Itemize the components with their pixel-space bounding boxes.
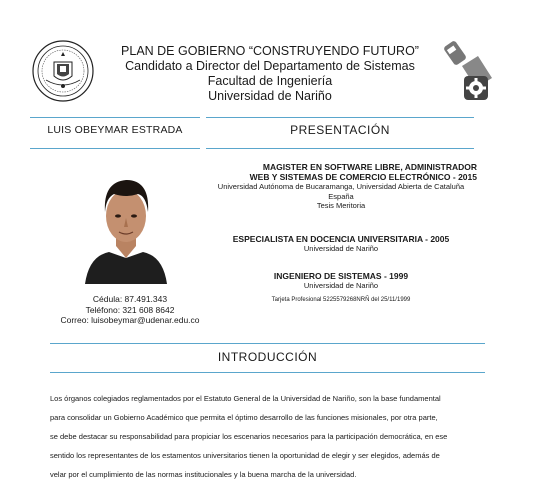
cedula-text: Cédula: 87.491.343 bbox=[92, 294, 168, 304]
degree-note: Tesis Meritoria bbox=[316, 201, 366, 210]
divider bbox=[206, 148, 474, 149]
paragraph-line: Los órganos colegiados reglamentados por el Estatuto General de la Universidad de Nariño, son la base fundamental bbox=[50, 394, 441, 403]
degree-title: WEB Y SISTEMAS DE COMERCIO ELECTRÓNICO - 2015 bbox=[249, 172, 477, 182]
degree-title: INGENIERO DE SISTEMAS - 1999 bbox=[273, 271, 409, 281]
document-header bbox=[100, 44, 440, 104]
divider bbox=[30, 117, 200, 118]
university-name: Universidad de Nariño bbox=[208, 89, 332, 103]
divider bbox=[30, 148, 200, 149]
email-text: Correo: luisobeymar@udenar.edu.co bbox=[60, 315, 200, 325]
degree-title: MAGISTER EN SOFTWARE LIBRE, ADMINISTRADOR bbox=[262, 162, 477, 172]
introduccion-paragraph bbox=[50, 389, 492, 484]
divider bbox=[50, 372, 485, 373]
degree-institution: Universidad de Nariño bbox=[303, 244, 379, 253]
paragraph-line: sentido los representantes de los estamentos universitarios tienen la oportunidad de elegir y ser elegidos, además de bbox=[50, 451, 440, 460]
degree-institution: España bbox=[328, 191, 354, 201]
degree-institution: Universidad Autónoma de Bucaramanga, Universidad Abierta de Cataluña bbox=[217, 182, 465, 191]
degree-ingeniero bbox=[205, 271, 477, 304]
paragraph-line: se debe destacar su responsabilidad para propiciar los escenarios necesarios para la participación democrática, en ese bbox=[50, 432, 448, 441]
candidate-name: LUIS OBEYMAR ESTRADA bbox=[47, 124, 183, 136]
introduccion-heading: INTRODUCCIÓN bbox=[217, 350, 318, 364]
degree-especialista bbox=[205, 234, 477, 254]
degree-title: ESPECIALISTA EN DOCENCIA UNIVERSITARIA - 2005 bbox=[232, 234, 450, 244]
candidate-photo bbox=[83, 170, 169, 284]
divider bbox=[50, 343, 485, 344]
paragraph-line: velar por el cumplimiento de las normas institucionales y la buena marcha de la universidad. bbox=[50, 470, 357, 479]
faculty-name: Facultad de Ingeniería bbox=[207, 74, 333, 88]
divider bbox=[206, 117, 474, 118]
presentacion-heading: PRESENTACIÓN bbox=[290, 123, 390, 137]
plan-title: PLAN DE GOBIERNO “CONSTRUYENDO FUTURO” bbox=[121, 44, 419, 58]
telefono-text: Teléfono: 321 608 8642 bbox=[85, 304, 175, 315]
paragraph-line: para consolidar un Gobierno Académico que permita el óptimo desarrollo de las funciones misionales, por otra parte, bbox=[50, 413, 438, 422]
candidate-subtitle: Candidato a Director del Departamento de Sistemas bbox=[125, 59, 415, 73]
degree-magister bbox=[205, 162, 477, 211]
degree-institution: Universidad de Nariño bbox=[303, 281, 379, 290]
contact-info bbox=[30, 294, 230, 326]
tarjeta-profesional: Tarjeta Profesional 5225579268NRÑ del 25/11/1999 bbox=[271, 296, 411, 303]
gear-tools-icon bbox=[440, 40, 496, 102]
university-seal-logo bbox=[32, 40, 94, 102]
